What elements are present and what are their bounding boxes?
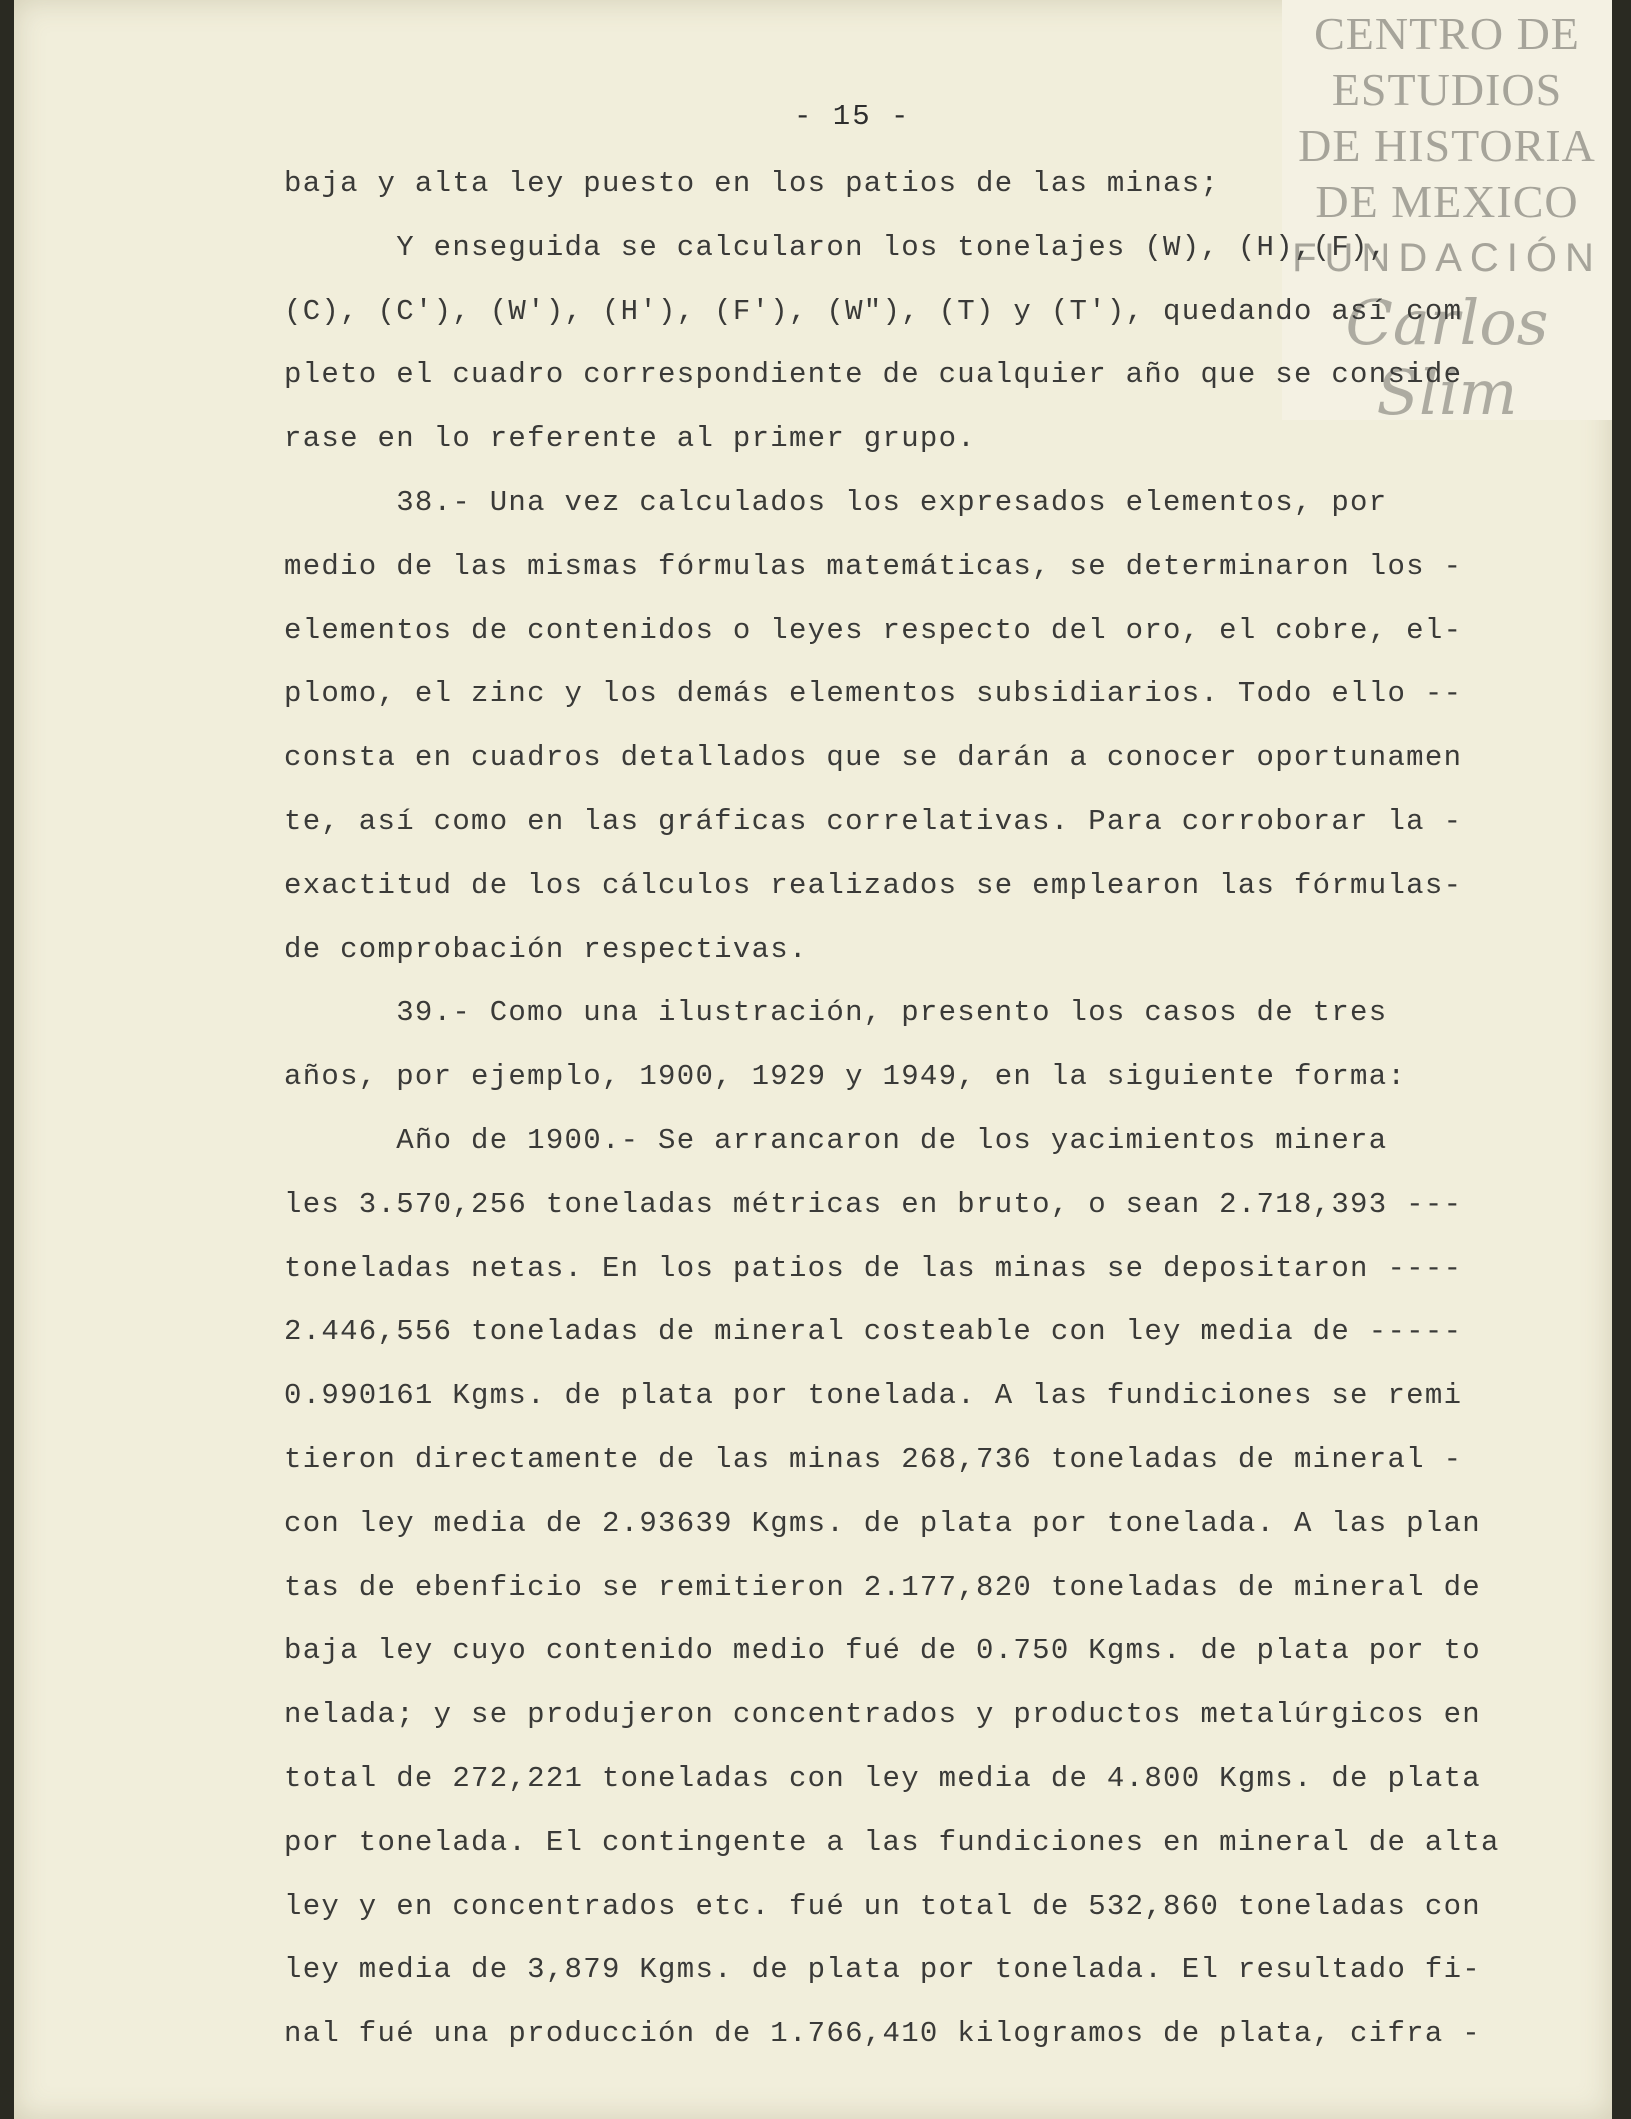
text-line: consta en cuadros detallados que se darán a conocer oportunamen (284, 741, 1463, 774)
text-line: 2.446,556 toneladas de mineral costeable con ley media de ----- (284, 1315, 1463, 1348)
text-line: con ley media de 2.93639 Kgms. de plata por tonelada. A las plan (284, 1507, 1481, 1540)
watermark-line-4: DE MEXICO (1315, 176, 1579, 227)
text-line: años, por ejemplo, 1900, 1929 y 1949, en la siguiente forma: (284, 1060, 1407, 1093)
watermark-line-2: ESTUDIOS (1331, 64, 1563, 115)
watermark-line-3: DE HISTORIA (1298, 120, 1596, 171)
text-line: nelada; y se produjeron concentrados y productos metalúrgicos en (284, 1698, 1481, 1731)
text-line: 39.- Como una ilustración, presento los casos de tres (284, 996, 1388, 1029)
text-line: exactitud de los cálculos realizados se emplearon las fórmulas- (284, 869, 1463, 902)
text-line: pleto el cuadro correspondiente de cualquier año que se conside (284, 358, 1463, 391)
document-page (14, 0, 1612, 2119)
text-line: ley media de 3,879 Kgms. de plata por tonelada. El resultado fi- (284, 1953, 1481, 1986)
text-line: nal fué una producción de 1.766,410 kilogramos de plata, cifra - (284, 2017, 1481, 2050)
text-line: de comprobación respectivas. (284, 933, 808, 966)
text-line: por tonelada. El contingente a las fundiciones en mineral de alta (284, 1826, 1500, 1859)
text-line: toneladas netas. En los patios de las minas se depositaron ---- (284, 1252, 1463, 1285)
text-line: (C), (C'), (W'), (H'), (F'), (W"), (T) y (T'), quedando así com (284, 295, 1463, 328)
text-line: baja ley cuyo contenido medio fué de 0.750 Kgms. de plata por to (284, 1634, 1481, 1667)
text-line: ley y en concentrados etc. fué un total de 532,860 toneladas con (284, 1890, 1481, 1923)
text-line: Y enseguida se calcularon los tonelajes (W), (H),(F), (284, 231, 1388, 264)
watermark-signature: Carlos Slim (1345, 286, 1549, 429)
text-line: medio de las mismas fórmulas matemáticas, se determinaron los - (284, 550, 1463, 583)
watermark-foundation: FUNDACIÓN (1292, 236, 1602, 280)
text-line: les 3.570,256 toneladas métricas en bruto, o sean 2.718,393 --- (284, 1188, 1463, 1221)
text-line: total de 272,221 toneladas con ley media de 4.800 Kgms. de plata (284, 1762, 1481, 1795)
text-line: elementos de contenidos o leyes respecto del oro, el cobre, el- (284, 614, 1463, 647)
text-line: 38.- Una vez calculados los expresados elementos, por (284, 486, 1388, 519)
text-line: rase en lo referente al primer grupo. (284, 422, 977, 455)
text-line: 0.990161 Kgms. de plata por tonelada. A las fundiciones se remi (284, 1379, 1463, 1412)
watermark-line-1: CENTRO DE (1314, 8, 1580, 59)
page-number: - 15 - (794, 100, 911, 133)
text-line: plomo, el zinc y los demás elementos subsidiarios. Todo ello -- (284, 677, 1463, 710)
text-line: tieron directamente de las minas 268,736 toneladas de mineral - (284, 1443, 1463, 1476)
text-line: baja y alta ley puesto en los patios de las minas; (284, 167, 1220, 200)
text-line: te, así como en las gráficas correlativas. Para corroborar la - (284, 805, 1463, 838)
text-line: tas de ebenficio se remitieron 2.177,820 toneladas de mineral de (284, 1571, 1481, 1604)
text-line: Año de 1900.- Se arrancaron de los yacimientos minera (284, 1124, 1388, 1157)
